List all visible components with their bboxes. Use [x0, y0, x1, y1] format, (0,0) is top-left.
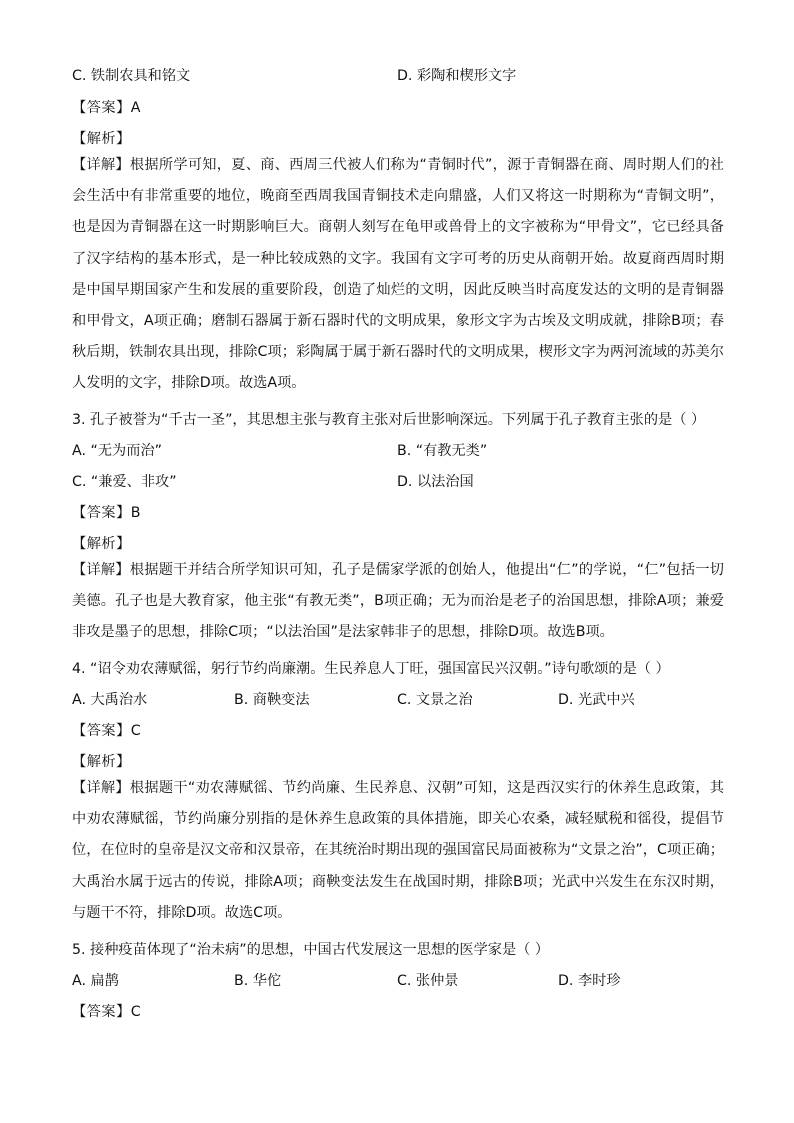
q4-option-a: A. 大禹治水 — [72, 692, 148, 708]
q3-option-d: D. 以法治国 — [397, 474, 474, 490]
q4-option-c: C. 文景之治 — [397, 692, 473, 708]
q4-answer: 【答案】C — [72, 723, 142, 739]
q2-detail: 【详解】根据所学可知，夏、商、西周三代被人们称为“青铜时代”，源于青铜器在商、周时期人们的社会生活中有非常重要的地位，晚商至西周我国青铜技术走向鼎盛，人们又将这一时期称为“青铜文明”，也是因为青铜器在这一时期影响巨大。商朝人刻写在龟甲或兽骨上的文字被称为“甲骨文”，它已经具备了汉字结构的基本形式，是一种比较成熟的文字。我国有文字可考的历史从商朝开始。故夏商西周时期是中国早期国家产生和发展的重要阶段，创造了灿烂的文明，因此反映当时高度发达的文明的是青铜器和甲骨文，A项正确；磨制石器属于新石器时代的文明成果，象形文字为古埃及文明成就，排除B项；春秋后期，铁制农具出现，排除C项；彩陶属于属于新石器时代的文明成果，楔形文字为两河流域的苏美尔人发明的文字，排除D项。故选A项。 — [72, 157, 724, 392]
q2-option-d: D. 彩陶和楔形文字 — [397, 68, 517, 84]
q5-option-b: B. 华佗 — [234, 973, 282, 989]
q5-answer: 【答案】C — [72, 1004, 142, 1020]
q5-stem: 5. 接种疫苗体现了“治未病”的思想，中国古代发展这一思想的医学家是（ ） — [72, 942, 550, 958]
q3-option-c: C. “兼爱、非攻” — [72, 474, 177, 490]
q3-stem: 3. 孔子被誉为“千古一圣”，其思想主张与教育主张对后世影响深远。下列属于孔子教育主张的是（ ） — [72, 412, 706, 428]
q3-answer: 【答案】B — [72, 505, 141, 521]
q2-answer: 【答案】A — [72, 100, 141, 116]
q5-option-d: D. 李时珍 — [558, 973, 621, 989]
q5-option-c: C. 张仲景 — [397, 973, 459, 989]
q3-option-a: A. “无为而治” — [72, 443, 162, 459]
q4-option-d: D. 光武中兴 — [558, 692, 635, 708]
q3-option-b: B. “有教无类” — [397, 443, 488, 459]
q4-option-b: B. 商鞅变法 — [234, 692, 310, 708]
q2-option-c: C. 铁制农具和铭文 — [72, 68, 191, 84]
q4-stem: 4. “诏令劝农薄赋徭，躬行节约尚廉潮。生民养息人丁旺，强国富民兴汉朝。”诗句歌颂的是（ ） — [72, 661, 670, 677]
q4-analysis-label: 【解析】 — [72, 754, 131, 770]
q2-analysis-label: 【解析】 — [72, 131, 131, 147]
q4-detail: 【详解】根据题干“劝农薄赋徭、节约尚廉、生民养息、汉朝”可知，这是西汉实行的休养生息政策，其中劝农薄赋徭，节约尚廉分别指的是休养生息政策的具体措施，即关心农桑，减轻赋税和徭役，提倡节位，在位时的皇帝是汉文帝和汉景帝，在其统治时期出现的强国富民局面被称为“文景之治”，C项正确；大禹治水属于远古的传说，排除A项；商鞅变法发生在战国时期，排除B项；光武中兴发生在东汉时期，与题干不符，排除D项。故选C项。 — [72, 780, 724, 921]
q3-analysis-label: 【解析】 — [72, 536, 131, 552]
q3-detail: 【详解】根据题干并结合所学知识可知，孔子是儒家学派的创始人，他提出“仁”的学说，“仁”包括一切美德。孔子也是大教育家，他主张“有教无类”，B项正确；无为而治是老子的治国思想，排除A项；兼爱非攻是墨子的思想，排除C项；“以法治国”是法家韩非子的思想，排除D项。故选B项。 — [72, 562, 724, 641]
q5-option-a: A. 扁鹊 — [72, 973, 119, 989]
